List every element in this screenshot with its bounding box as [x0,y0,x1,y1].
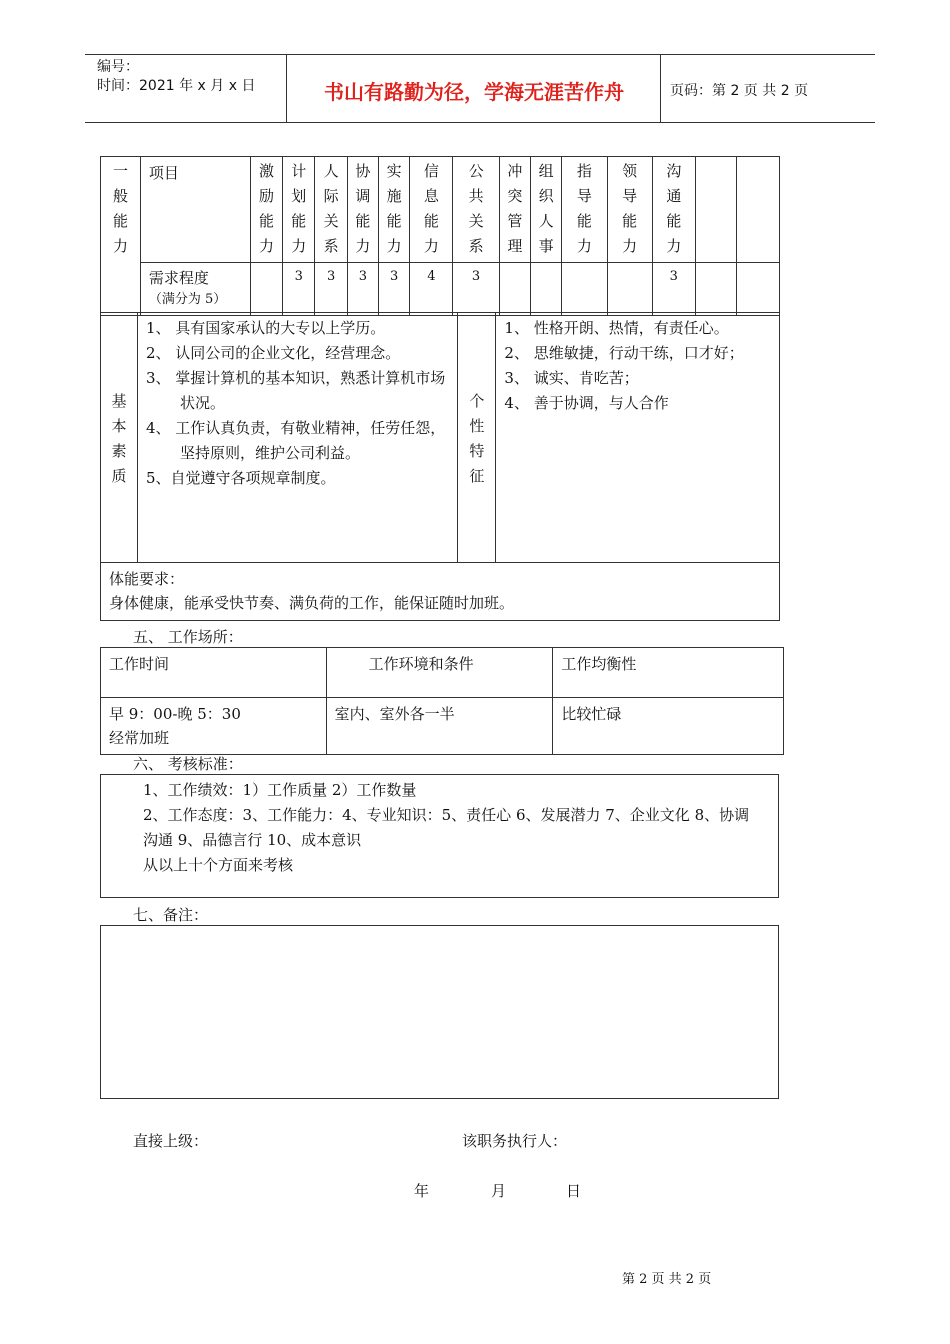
footer-page: 第 2 页 共 2 页 [622,1272,712,1287]
demand-value-12 [695,263,736,316]
demand-value-2: 3 [315,263,347,316]
ability-col-8: 组织人事 [530,157,561,263]
page-code: 页码：第 2 页 共 2 页 [670,83,809,99]
ability-col-12 [695,157,736,263]
header-bottom-rule [85,122,875,123]
time-label: 时间：2021 年 x 月 x 日 [97,78,256,94]
superior-label: 直接上级： [133,1132,209,1150]
ability-col-3: 协调能力 [347,157,378,263]
date-month: 月 [491,1182,507,1200]
ability-col-2: 人际关系 [315,157,347,263]
basic-title-cell [101,313,138,563]
demand-value-13 [736,263,779,316]
motto: 书山有路勤为径，学海无涯苦作舟 [324,80,624,104]
ability-col-6: 公共关系 [453,157,499,263]
item-label: 项目 [140,157,250,263]
basic-title: 基本素质 [111,391,127,485]
workplace-env: 室内、室外各一半 [326,698,553,755]
basic-item: 4、 工作认真负责，有敬业精神，任劳任怨，坚持原则，维护公司利益。 [145,419,446,462]
header-meta [97,58,255,96]
ability-col-1: 计划能力 [283,157,315,263]
demand-value-4: 3 [379,263,410,316]
personality-title-cell [458,313,496,563]
executor-label: 该职务执行人： [462,1132,568,1150]
basic-quality-table [100,312,780,621]
assessment-line1: 1、工作绩效：1）工作质量 2）工作数量 [143,781,417,799]
section7-title: 七、备注： [133,906,209,924]
demand-label-cell [140,263,250,316]
demand-value-3: 3 [347,263,378,316]
work-overtime: 经常加班 [109,729,170,747]
physical-label: 体能要求： [109,570,185,588]
workplace-header-balance: 工作均衡性 [553,648,784,698]
basic-item: 5、自觉遵守各项规章制度。 [145,469,336,487]
personality-items [504,316,771,416]
date-day: 日 [566,1182,582,1200]
header-divider-right [660,54,661,122]
physical-text: 身体健康，能承受快节奏、满负荷的工作，能保证随时加班。 [109,594,515,612]
ability-col-10: 领导能力 [607,157,652,263]
assessment-line2: 2、工作态度：3、工作能力：4、专业知识：5、责任心 6、发展潜力 7、企业文化 8、协调沟通 9、品德言行 10、成本意识 [143,806,750,849]
ability-col-5: 信息能力 [410,157,453,263]
personality-item: 2、 思维敏捷，行动干练，口才好； [504,344,744,362]
demand-value-9 [562,263,607,316]
ability-col-0: 激励能力 [250,157,282,263]
ability-table [100,156,780,316]
workplace-balance: 比较忙碌 [553,698,784,755]
basic-item: 1、 具有国家承认的大专以上学历。 [145,319,386,337]
ability-row-title-cell [101,157,141,316]
assessment-line3: 从以上十个方面来考核 [143,856,294,874]
personality-item: 4、 善于协调，与人合作 [504,394,669,412]
demand-value-11: 3 [652,263,695,316]
ability-col-13 [736,157,779,263]
demand-value-8 [530,263,561,316]
demand-value-1: 3 [283,263,315,316]
physical-cell [101,563,780,621]
header-divider-left [286,54,287,122]
date-year: 年 [414,1182,430,1200]
workplace-time-cell [101,698,327,755]
ability-row-title: 一般能力 [112,162,128,255]
demand-value-5: 4 [410,263,453,316]
workplace-table [100,647,784,755]
basic-items [146,316,450,491]
ability-col-4: 实施能力 [379,157,410,263]
personality-title: 个性特征 [469,391,485,485]
personality-items-cell [496,313,780,563]
ability-col-9: 指导能力 [562,157,607,263]
assessment-box [100,774,779,898]
personality-item: 1、 性格开朗、热情，有责任心。 [504,319,729,337]
header-top-rule [85,54,875,55]
workplace-header-env: 工作环境和条件 [326,648,553,698]
work-time: 早 9：00-晚 5：30 [109,705,241,723]
basic-items-cell [137,313,458,563]
ability-col-7: 冲突管理 [499,157,530,263]
workplace-header-time: 工作时间 [101,648,327,698]
basic-item: 3、 掌握计算机的基本知识，熟悉计算机市场状况。 [145,369,446,412]
personality-item: 3、 诚实、肯吃苦； [504,369,639,387]
ability-col-11: 沟通能力 [652,157,695,263]
number-label: 编号： [97,59,139,75]
remarks-box [100,925,779,1099]
demand-value-7 [499,263,530,316]
section6-title: 六、 考核标准： [133,755,243,773]
demand-value-6: 3 [453,263,499,316]
demand-value-0 [250,263,282,316]
basic-item: 2、 认同公司的企业文化，经营理念。 [145,344,401,362]
section5-title: 五、 工作场所： [133,628,243,646]
demand-value-10 [607,263,652,316]
demand-note: （满分为 5） [148,292,227,307]
demand-label: 需求程度 [148,269,209,287]
